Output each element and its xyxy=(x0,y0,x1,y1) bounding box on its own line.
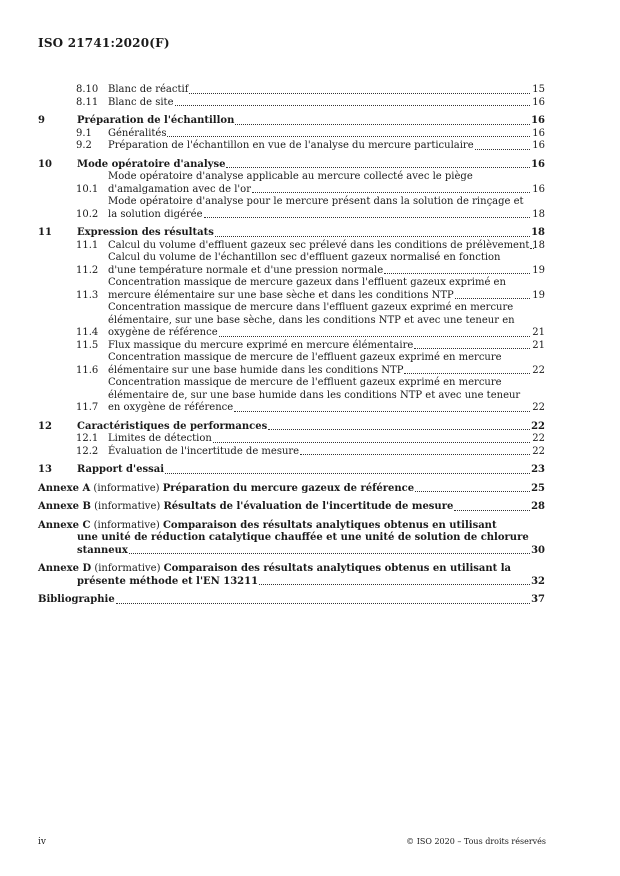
toc-entry[interactable] xyxy=(38,433,545,446)
annex-label: Annexe A xyxy=(38,482,91,494)
dot-leader xyxy=(165,472,530,474)
toc-entry-number: 11.7 xyxy=(76,402,99,413)
annex-note: (informative) xyxy=(90,501,164,512)
page-number: iv xyxy=(38,837,46,847)
toc-page-number: 22 xyxy=(532,364,545,376)
toc-entry-number: 10.2 xyxy=(76,208,99,220)
annex-title: stanneux xyxy=(77,544,128,556)
toc-entry-title: mercure élémentaire sur une base sèche et dans les conditions NTP xyxy=(108,289,454,301)
toc-entry-title: Généralités xyxy=(108,127,167,139)
toc-entry-title: oxygène de référence xyxy=(108,327,218,338)
toc-page-number: 21 xyxy=(532,339,545,351)
toc-entry-title: d'une température normale et d'une pression normale xyxy=(108,264,384,276)
dot-leader xyxy=(129,552,530,554)
toc-page-number: 18 xyxy=(531,227,545,238)
toc-page-number: 22 xyxy=(531,420,545,432)
toc-entry[interactable] xyxy=(38,128,545,141)
toc-page-number: 37 xyxy=(531,594,545,605)
toc-entry-title: Évaluation de l'incertitude de mesure xyxy=(108,445,300,457)
toc-page-number: 32 xyxy=(531,575,545,587)
toc-entry-title: Calcul du volume d'effluent gazeux sec prélevé dans les conditions de prélèvement xyxy=(108,239,530,251)
toc-entry-title: Calcul du volume de l'échantillon sec d'effluent gazeux normalisé en fonction xyxy=(108,252,501,263)
toc-entry[interactable] xyxy=(38,377,545,415)
toc-entry-title: Mode opératoire d'analyse pour le mercure présent dans la solution de rinçage et xyxy=(108,196,524,207)
annex-title: Préparation du mercure gazeux de référence xyxy=(162,482,415,494)
dot-leader xyxy=(167,135,530,137)
toc-entry-title xyxy=(38,594,115,607)
annex-title: présente méthode et l'EN 13211 xyxy=(77,575,259,587)
toc-entry-title xyxy=(77,545,128,558)
annex-title: Résultats de l'évaluation de l'incertitude de mesure xyxy=(163,501,454,512)
toc-page-number: 22 xyxy=(532,445,545,457)
toc-entry-title xyxy=(77,532,529,543)
toc-page-number: 30 xyxy=(531,544,545,556)
toc-entry-number: 10.1 xyxy=(76,183,99,195)
dot-leader xyxy=(213,441,530,443)
toc-entry[interactable] xyxy=(38,302,545,340)
dot-leader xyxy=(234,410,530,412)
annex-label: Annexe C xyxy=(38,519,91,531)
dot-leader xyxy=(189,92,530,94)
toc-entry[interactable] xyxy=(38,115,545,128)
toc-entry-number: 12.1 xyxy=(76,433,99,444)
toc-entry-number: 11.6 xyxy=(76,364,99,376)
toc-entry-number: 13 xyxy=(38,464,52,475)
dot-leader xyxy=(300,453,530,455)
toc-entry[interactable] xyxy=(38,159,545,172)
toc-entry[interactable] xyxy=(38,483,545,496)
toc-page-number: 25 xyxy=(531,482,545,494)
toc-entry-title xyxy=(77,576,258,589)
toc-entry-title: Expression des résultats xyxy=(77,227,214,238)
toc-entry-title: la solution digérée xyxy=(108,208,203,220)
toc-page-number: 19 xyxy=(532,289,545,301)
toc-entry[interactable] xyxy=(38,140,545,153)
toc-page-number: 16 xyxy=(532,183,545,195)
toc-entry-number: 12.2 xyxy=(76,445,99,457)
dot-leader xyxy=(226,166,530,168)
toc-entry[interactable] xyxy=(38,421,545,434)
toc-entry[interactable] xyxy=(38,340,545,353)
toc-entry[interactable] xyxy=(38,277,545,302)
toc-page-number: 15 xyxy=(532,84,545,95)
toc-page-number: 18 xyxy=(532,239,545,251)
toc-entry-title: Rapport d'essai xyxy=(77,464,164,475)
annex-label: Annexe B xyxy=(38,501,91,512)
dot-leader xyxy=(384,272,530,274)
toc-entry-title: Caractéristiques de performances xyxy=(77,420,268,432)
toc-entry-number: 11.2 xyxy=(76,264,99,276)
toc-entry-number: 9.1 xyxy=(76,127,92,139)
toc-entry[interactable] xyxy=(38,97,545,110)
copyright-notice: © ISO 2020 – Tous droits réservés xyxy=(406,837,546,846)
annex-title: Comparaison des résultats analytiques obtenus en utilisant xyxy=(162,519,497,531)
toc-entry-number: 8.11 xyxy=(76,96,99,108)
toc-entry[interactable] xyxy=(38,352,545,377)
toc-entry-title xyxy=(38,520,497,531)
toc-entry-number: 9 xyxy=(38,115,45,126)
toc-page-number: 16 xyxy=(532,140,545,151)
toc-entry[interactable] xyxy=(38,84,545,97)
annex-note: (informative) xyxy=(90,482,163,494)
toc-page-number: 28 xyxy=(531,501,545,512)
toc-entry[interactable] xyxy=(38,171,545,196)
toc-entry-number: 11.5 xyxy=(76,339,99,351)
toc-entry-title: en oxygène de référence xyxy=(108,402,234,413)
toc-page-number: 18 xyxy=(532,208,545,220)
toc-entry[interactable] xyxy=(38,520,545,558)
toc-entry-title: Préparation de l'échantillon en vue de l'analyse du mercure particulaire xyxy=(108,140,474,151)
toc-entry[interactable] xyxy=(38,563,545,588)
dot-leader xyxy=(415,490,530,492)
dot-leader xyxy=(252,191,530,193)
toc-entry-number: 11.4 xyxy=(76,327,99,338)
dot-leader xyxy=(116,602,530,604)
dot-leader xyxy=(219,335,530,337)
toc-entry[interactable] xyxy=(38,196,545,221)
annex-label: Annexe D xyxy=(38,563,92,574)
toc-entry-number: 11.1 xyxy=(76,239,99,251)
toc-page-number: 22 xyxy=(532,402,545,413)
annex-title: Comparaison des résultats analytiques obtenus en utilisant la xyxy=(163,563,512,574)
toc-page-number: 16 xyxy=(531,115,545,126)
toc-entry-number: 12 xyxy=(38,420,52,432)
toc-entry-number: 8.10 xyxy=(76,84,99,95)
document-id: ISO 21741:2020(F) xyxy=(38,36,170,50)
toc-page-number: 22 xyxy=(532,433,545,444)
toc-entry[interactable] xyxy=(38,594,545,607)
toc-entry-title: élémentaire de, sur une base humide dans les conditions NTP et avec une teneur xyxy=(108,389,521,401)
toc-entry-title: Préparation de l'échantillon xyxy=(77,115,235,126)
toc-entry-number: 9.2 xyxy=(76,140,92,151)
dot-leader xyxy=(215,235,530,237)
toc-entry-title: Limites de détection xyxy=(108,433,212,444)
toc-entry[interactable] xyxy=(38,227,545,240)
toc-entry-title: Flux massique du mercure exprimé en mercure élémentaire xyxy=(108,339,414,351)
toc-entry-number: 10 xyxy=(38,158,52,170)
toc-entry-number: 11 xyxy=(38,227,52,238)
toc-entry-title: Mode opératoire d'analyse applicable au mercure collecté avec le piège xyxy=(108,171,473,182)
dot-leader xyxy=(175,104,531,106)
toc-entry-title: élémentaire, sur une base sèche, dans les conditions NTP et avec une teneur en xyxy=(108,314,515,326)
toc-entry[interactable] xyxy=(38,464,545,477)
dot-leader xyxy=(259,583,530,585)
toc-entry[interactable] xyxy=(38,501,545,514)
dot-leader xyxy=(204,216,530,218)
dot-leader xyxy=(268,428,530,430)
dot-leader xyxy=(475,148,530,150)
toc-entry-title: Concentration massique de mercure dans l'effluent gazeux exprimé en mercure xyxy=(108,302,514,313)
dot-leader xyxy=(235,123,530,125)
toc-entry-title: élémentaire sur une base humide dans les conditions NTP xyxy=(108,364,404,376)
annex-title: une unité de réduction catalytique chauffée et une unité de solution de chlorure xyxy=(77,532,529,543)
toc-entry-number: 11.3 xyxy=(76,289,99,301)
toc-entry-title: Blanc de site xyxy=(108,96,174,108)
toc-entry-title xyxy=(38,501,453,514)
annex-note: (informative) xyxy=(91,563,164,574)
toc-entry-title: Blanc de réactif xyxy=(108,84,189,95)
toc-page-number: 16 xyxy=(532,127,545,139)
toc-page-number: 16 xyxy=(532,96,545,108)
table-of-contents xyxy=(38,84,545,607)
toc-entry-title: Concentration massique de mercure de l'effluent gazeux exprimé en mercure xyxy=(108,352,502,363)
toc-page-number: 16 xyxy=(531,158,545,170)
toc-page-number: 23 xyxy=(531,464,545,475)
toc-page-number: 19 xyxy=(532,264,545,276)
annex-title: Bibliographie xyxy=(38,594,115,605)
toc-entry[interactable] xyxy=(38,446,545,459)
toc-entry-title: Concentration massique de mercure de l'effluent gazeux exprimé en mercure xyxy=(108,377,502,388)
toc-entry[interactable] xyxy=(38,252,545,277)
toc-entry-title: Mode opératoire d'analyse xyxy=(77,158,226,170)
dot-leader xyxy=(455,297,530,299)
toc-entry-title xyxy=(38,483,414,496)
toc-page-number: 21 xyxy=(532,327,545,338)
toc-entry[interactable] xyxy=(38,240,545,253)
dot-leader xyxy=(404,372,530,374)
toc-entry-title: d'amalgamation avec de l'or xyxy=(108,183,251,195)
dot-leader xyxy=(454,509,530,511)
toc-entry-title xyxy=(38,563,511,574)
dot-leader xyxy=(414,347,530,349)
toc-entry-title: Concentration massique de mercure gazeux dans l'effluent gazeux exprimé en xyxy=(108,277,506,288)
annex-note: (informative) xyxy=(90,519,163,531)
